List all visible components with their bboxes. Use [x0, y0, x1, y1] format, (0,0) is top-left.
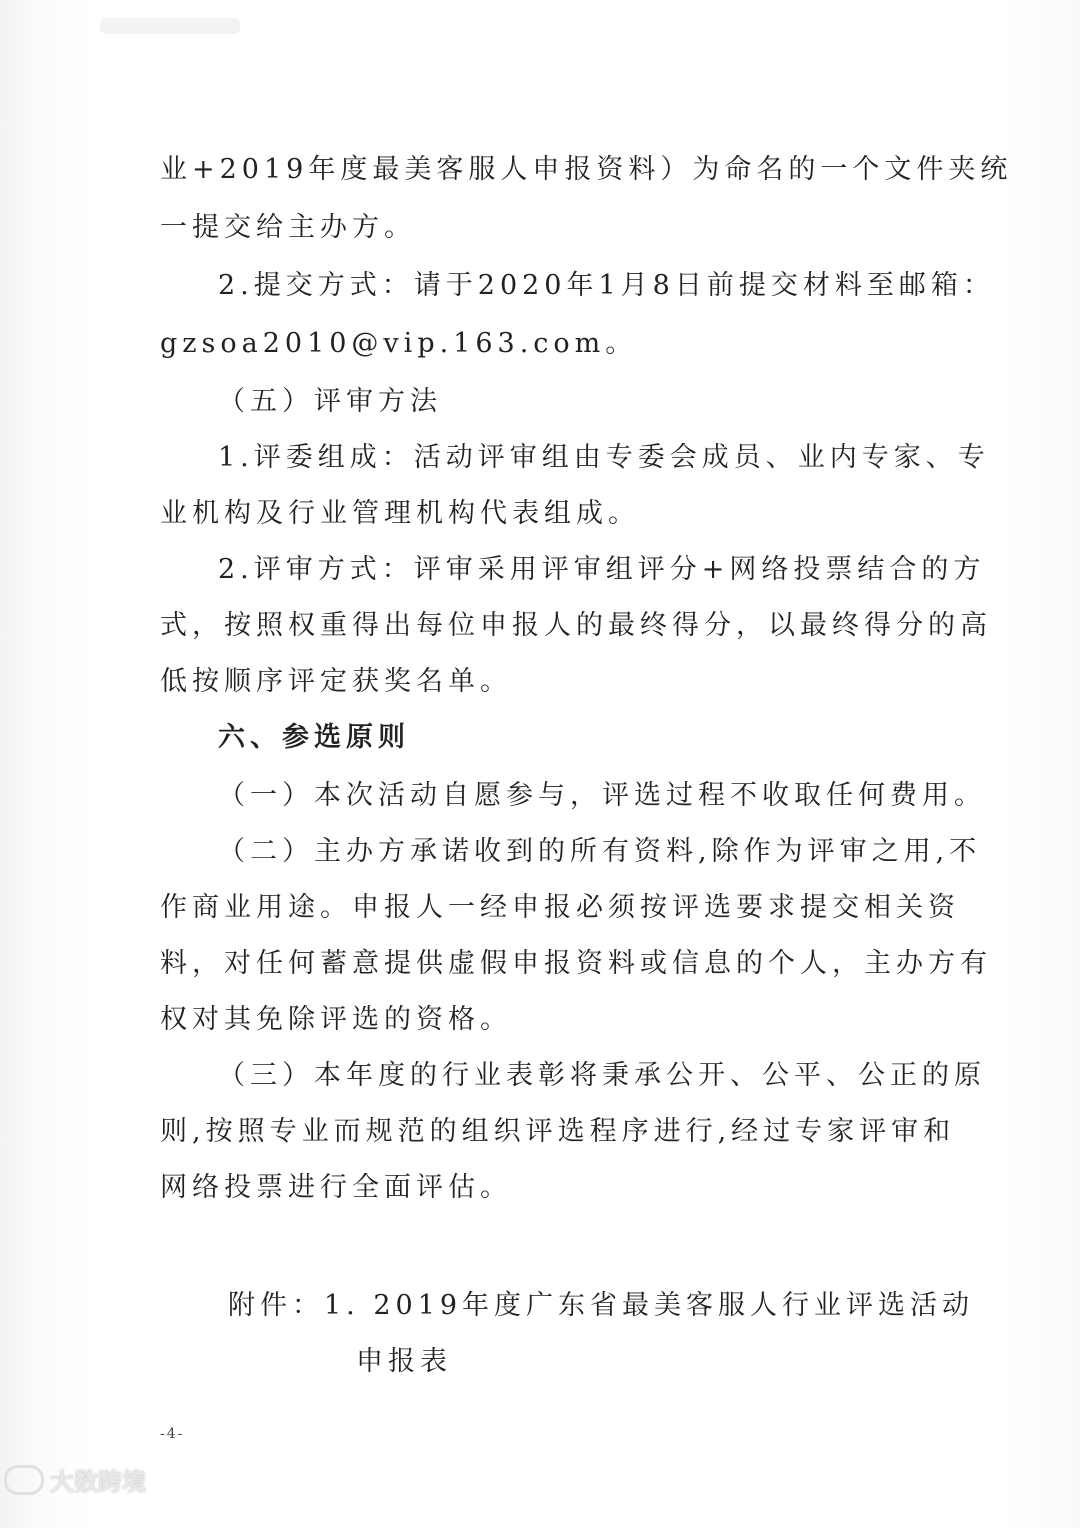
- body-line: 网络投票进行全面评估。: [160, 1172, 512, 1203]
- attachment-line: 附件：1. 2019年度广东省最美客服人行业评选活动: [228, 1290, 975, 1321]
- body-line: 低按顺序评定获奖名单。: [160, 666, 512, 697]
- body-line: 一提交给主办方。: [160, 212, 416, 243]
- body-line: 式，按照权重得出每位申报人的最终得分，以最终得分的高: [160, 610, 992, 641]
- body-line: 则,按照专业而规范的组织评选程序进行,经过专家评审和: [160, 1116, 956, 1147]
- body-line: 作商业用途。申报人一经申报必须按评选要求提交相关资: [160, 892, 960, 923]
- body-line: 料，对任何蓄意提供虚假申报资料或信息的个人，主办方有: [160, 948, 992, 979]
- body-line: 2.提交方式：请于2020年1月8日前提交材料至邮箱：: [218, 270, 995, 301]
- chapter-heading: 六、参选原则: [218, 722, 410, 753]
- watermark-logo-icon: [4, 1465, 44, 1495]
- section-heading: （五）评审方法: [218, 386, 442, 417]
- watermark-text: 大数跨境: [50, 1468, 146, 1496]
- body-line: 1.评委组成：活动评审组由专委会成员、业内专家、专: [218, 442, 990, 473]
- body-line: 业+2019年度最美客服人申报资料）为命名的一个文件夹统: [160, 154, 1013, 185]
- attachment-line-continued: 申报表: [356, 1346, 452, 1377]
- scan-smudge: [100, 18, 240, 34]
- body-line: 业机构及行业管理机构代表组成。: [160, 498, 640, 529]
- watermark: [4, 1462, 146, 1497]
- body-line: （一）本次活动自愿参与，评选过程不收取任何费用。: [218, 780, 986, 811]
- body-line: 2.评审方式：评审采用评审组评分+网络投票结合的方: [218, 554, 986, 585]
- body-line: 权对其免除评选的资格。: [160, 1004, 512, 1035]
- body-line: （三）本年度的行业表彰将秉承公开、公平、公正的原: [218, 1060, 986, 1091]
- email-line: gzsoa2010@vip.163.com。: [160, 328, 638, 359]
- body-line: （二）主办方承诺收到的所有资料,除作为评审之用,不: [218, 836, 982, 867]
- page-number: -4-: [160, 1426, 185, 1442]
